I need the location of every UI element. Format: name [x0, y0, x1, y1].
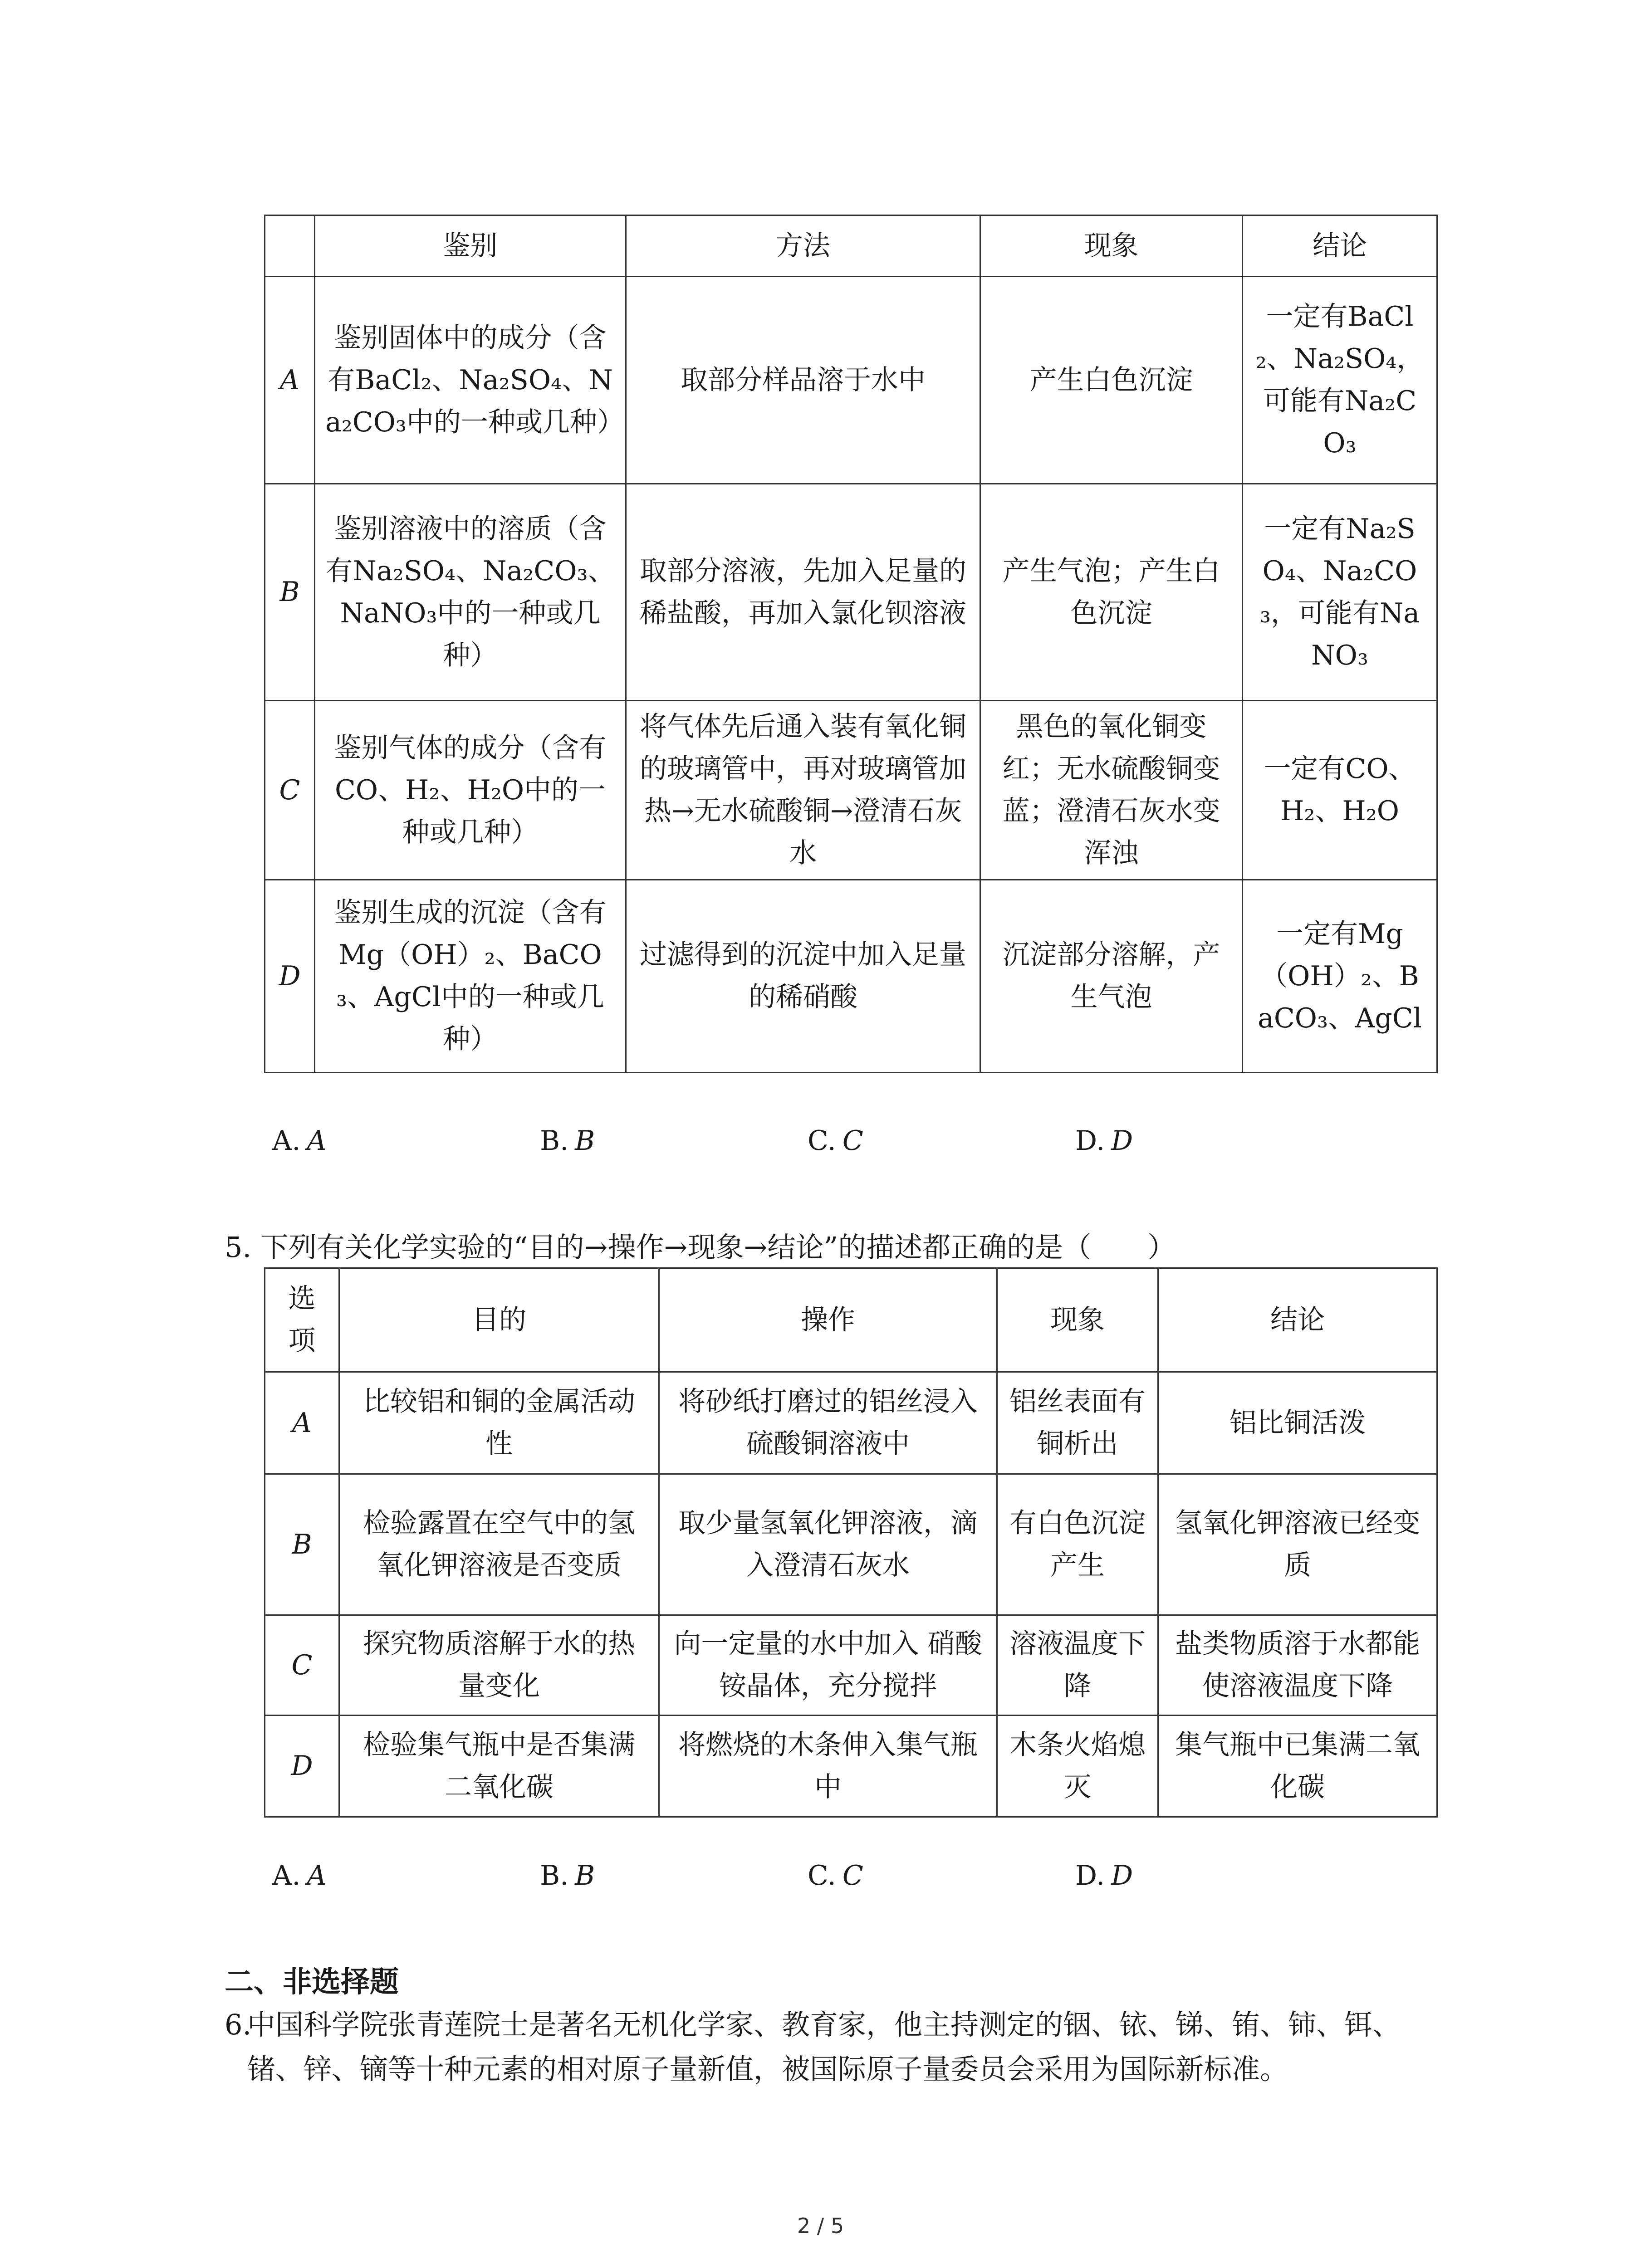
- phenomenon-cell: 木条火焰熄灭: [997, 1716, 1158, 1817]
- option-cell: D: [265, 1716, 339, 1817]
- option-cell: A: [265, 277, 315, 484]
- header-cell-conclusion: 结论: [1243, 215, 1437, 277]
- identify-cell: 鉴别气体的成分（含有CO、H₂、H₂O中的一种或几种）: [315, 701, 626, 880]
- choice-d[interactable]: D. D: [1075, 1860, 1133, 1892]
- table-header-row: [265, 1268, 1437, 1372]
- header-cell-purpose: 目的: [339, 1268, 659, 1372]
- header-cell-phenomenon: 现象: [997, 1268, 1158, 1372]
- purpose-cell: 检验集气瓶中是否集满二氧化碳: [339, 1716, 659, 1817]
- conclusion-cell: 集气瓶中已集满二氧化碳: [1158, 1716, 1437, 1817]
- table-row: [265, 701, 1437, 880]
- section-heading: 二、非选择题: [225, 1965, 399, 1999]
- identification-table: [264, 215, 1438, 1073]
- choice-c[interactable]: C. C: [808, 1860, 863, 1892]
- identify-cell: 鉴别固体中的成分（含有BaCl₂、Na₂SO₄、Na₂CO₃中的一种或几种）: [315, 277, 626, 484]
- purpose-cell: 探究物质溶解于水的热量变化: [339, 1615, 659, 1716]
- operation-cell: 向一定量的水中加入 硝酸铵晶体，充分搅拌: [659, 1615, 997, 1716]
- choice-b[interactable]: B. B: [540, 1860, 595, 1892]
- table-row: [265, 484, 1437, 701]
- conclusion-cell: 一定有Na₂SO₄、Na₂CO₃，可能有NaNO₃: [1243, 484, 1437, 701]
- choice-b[interactable]: B. B: [540, 1125, 595, 1157]
- table-row: [265, 880, 1437, 1073]
- conclusion-cell: 氢氧化钾溶液已经变质: [1158, 1474, 1437, 1615]
- choice-d[interactable]: D. D: [1075, 1125, 1133, 1157]
- method-cell: 取部分溶液，先加入足量的稀盐酸，再加入氯化钡溶液: [626, 484, 980, 701]
- identify-cell: 鉴别溶液中的溶质（含有Na₂SO₄、Na₂CO₃、NaNO₃中的一种或几种）: [315, 484, 626, 701]
- table-header-row: [265, 215, 1437, 277]
- option-cell: C: [265, 701, 315, 880]
- option-cell: B: [265, 484, 315, 701]
- option-cell: A: [265, 1372, 339, 1474]
- conclusion-cell: 一定有Mg（OH）₂、BaCO₃、AgCl: [1243, 880, 1437, 1073]
- question-5-text: 5. 下列有关化学实验的“目的→操作→现象→结论”的描述都正确的是（ ）: [225, 1231, 1176, 1264]
- identify-cell: 鉴别生成的沉淀（含有Mg（OH）₂、BaCO₃、AgCl中的一种或几种）: [315, 880, 626, 1073]
- table-row: [265, 1716, 1437, 1817]
- phenomenon-cell: 黑色的氧化铜变红；无水硫酸铜变蓝；澄清石灰水变浑浊: [980, 701, 1243, 880]
- answer-choices-q4: [272, 1125, 1343, 1157]
- option-cell: D: [265, 880, 315, 1073]
- table-row: [265, 1615, 1437, 1716]
- option-cell: B: [265, 1474, 339, 1615]
- conclusion-cell: 铝比铜活泼: [1158, 1372, 1437, 1474]
- method-cell: 取部分样品溶于水中: [626, 277, 980, 484]
- question-6: [225, 2003, 1440, 2092]
- question-6-text: 中国科学院张青莲院士是著名无机化学家、教育家，他主持测定的铟、铱、锑、铕、铈、铒、锗、锌、镝等十种元素的相对原子量新值，被国际原子量委员会采用为国际新标准。: [247, 2008, 1401, 2086]
- purpose-cell: 比较铝和铜的金属活动性: [339, 1372, 659, 1474]
- phenomenon-cell: 产生气泡；产生白色沉淀: [980, 484, 1243, 701]
- purpose-cell: 检验露置在空气中的氢氧化钾溶液是否变质: [339, 1474, 659, 1615]
- operation-cell: 取少量氢氧化钾溶液，滴入澄清石灰水: [659, 1474, 997, 1615]
- page-number: 2 / 5: [797, 2214, 844, 2238]
- header-cell-phenomenon: 现象: [980, 215, 1243, 277]
- header-cell-option: 选项: [265, 1268, 339, 1372]
- choice-c[interactable]: C. C: [808, 1125, 863, 1157]
- answer-choices-q5: [272, 1860, 1343, 1892]
- option-cell: C: [265, 1615, 339, 1716]
- conclusion-cell: 一定有CO、H₂、H₂O: [1243, 701, 1437, 880]
- phenomenon-cell: 沉淀部分溶解，产生气泡: [980, 880, 1243, 1073]
- header-cell-option: [265, 215, 315, 277]
- header-cell-identify: 鉴别: [315, 215, 626, 277]
- phenomenon-cell: 溶液温度下降: [997, 1615, 1158, 1716]
- table-row: [265, 1474, 1437, 1615]
- table-row: [265, 1372, 1437, 1474]
- choice-a[interactable]: A. A: [272, 1860, 327, 1892]
- method-cell: 将气体先后通入装有氧化铜的玻璃管中，再对玻璃管加热→无水硫酸铜→澄清石灰水: [626, 701, 980, 880]
- method-cell: 过滤得到的沉淀中加入足量的稀硝酸: [626, 880, 980, 1073]
- phenomenon-cell: 铝丝表面有铜析出: [997, 1372, 1158, 1474]
- phenomenon-cell: 产生白色沉淀: [980, 277, 1243, 484]
- question-number: 6.: [225, 2008, 252, 2041]
- header-cell-operation: 操作: [659, 1268, 997, 1372]
- operation-cell: 将燃烧的木条伸入集气瓶中: [659, 1716, 997, 1817]
- conclusion-cell: 一定有BaCl₂、Na₂SO₄，可能有Na₂CO₃: [1243, 277, 1437, 484]
- conclusion-cell: 盐类物质溶于水都能使溶液温度下降: [1158, 1615, 1437, 1716]
- phenomenon-cell: 有白色沉淀产生: [997, 1474, 1158, 1615]
- header-cell-method: 方法: [626, 215, 980, 277]
- operation-cell: 将砂纸打磨过的铝丝浸入硫酸铜溶液中: [659, 1372, 997, 1474]
- table-row: [265, 277, 1437, 484]
- choice-a[interactable]: A. A: [272, 1125, 327, 1157]
- header-cell-conclusion: 结论: [1158, 1268, 1437, 1372]
- experiment-table: [264, 1267, 1438, 1818]
